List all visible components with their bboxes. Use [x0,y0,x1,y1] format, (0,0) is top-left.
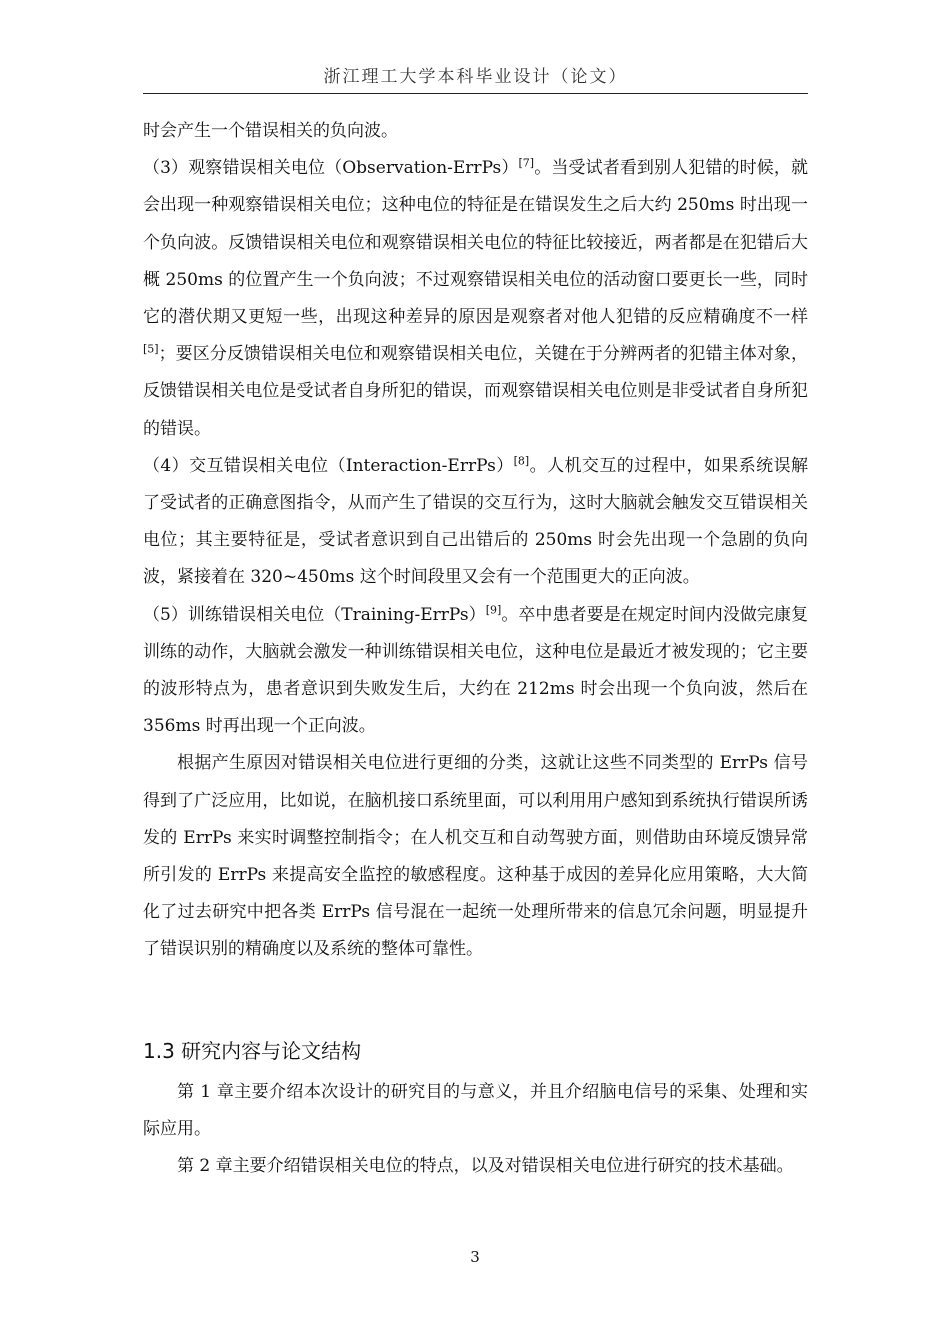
paragraph-body: ；要区分反馈错误相关电位和观察错误相关电位，关键在于分辨两者的犯错主体对象，反馈错误相关电位是受试者自身所犯的错误，而观察错误相关电位则是非受试者自身所犯的错误。 [143,344,808,439]
citation-ref: [5] [143,342,159,356]
paragraph-body: 。当受试者看到别人犯错的时候，就会出现一种观察错误相关电位；这种电位的特征是在错误发生之后大约 250ms 时出现一个负向波。反馈错误相关电位和观察错误相关电位的特征比较接近，两者都是在犯错后大概 250ms 的位置产生一个负向波；不过观察错误相关电位的活动窗口要更长一些，同时它的潜伏期又更短一些，出现这种差异的原因是观察者对他人犯错的反应精确度不一样 [143,158,809,328]
paragraph-lead: （5）训练错误相关电位（Training-ErrPs） [143,604,486,625]
citation-ref: [8] [513,454,530,468]
page-number: 3 [470,1248,480,1266]
chapter-1-paragraph: 第 1 章主要介绍本次设计的研究目的与意义，并且介绍脑电信号的采集、处理和实际应用。 [143,1082,808,1140]
running-header: 浙江理工大学本科毕业设计（论文） [323,67,628,87]
chapter-2-paragraph: 第 2 章主要介绍错误相关电位的特点，以及对错误相关电位进行研究的技术基础。 [177,1156,794,1177]
paragraph-continuation: 时会产生一个错误相关的负向波。 [143,121,398,141]
paragraph-lead: （4）交互错误相关电位（Interaction-ErrPs） [143,455,514,476]
body-text [143,113,808,969]
citation-ref: [7] [518,156,535,170]
paragraph-summary: 根据产生原因对错误相关电位进行更细的分类，这就让这些不同类型的 ErrPs 信号得到了广泛应用，比如说，在脑机接口系统里面，可以利用用户感知到系统执行错误所诱发的 ErrPs 来实时调整控制指令；在人机交互和自动驾驶方面，则借助由环境反馈异常所引发的 ErrPs 来提高安全监控的敏感程度。这种基于成因的差异化应用策略，大大简化了过去研究中把各类 ErrPs 信号混在一起统一处理所带来的信息冗余问题，明显提升了错误识别的精确度以及系统的整体可靠性。 [143,753,808,960]
chapter-outline [143,1074,808,1186]
paragraph-training-errps [143,597,808,746]
citation-ref: [9] [485,602,502,616]
paragraph-observation-errps [143,150,808,448]
paragraph-lead: （3）观察错误相关电位（Observation-ErrPs） [143,158,519,179]
paragraph-interaction-errps [143,448,808,597]
section-heading: 1.3 研究内容与论文结构 [143,1039,362,1063]
header-rule [143,93,808,94]
paragraph-body: 。卒中患者要是在规定时间内没做完康复训练的动作，大脑就会激发一种训练错误相关电位，这种电位是最近才被发现的；它主要的波形特点为，患者意识到失败发生后，大约在 212ms 时会出现一个负向波，然后在 356ms 时再出现一个正向波。 [143,604,808,737]
paragraph-body: 。人机交互的过程中，如果系统误解了受试者的正确意图指令，从而产生了错误的交互行为，这时大脑就会触发交互错误相关电位；其主要特征是，受试者意识到自己出错后的 250ms 时会先出现一个急剧的负向波，紧接着在 320~450ms 这个时间段里又会有一个范围更大的正向波。 [143,455,808,588]
